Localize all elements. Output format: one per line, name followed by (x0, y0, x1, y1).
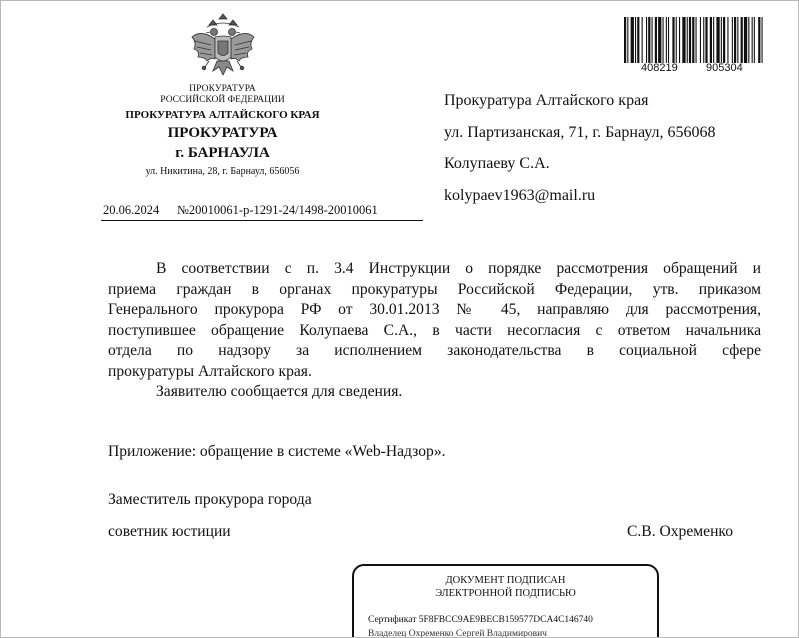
barcode-bar (676, 17, 677, 63)
addressee-address: ул. Партизанская, 71, г. Барнаул, 656068 (444, 124, 716, 141)
barcode-bar (637, 17, 639, 63)
barcode-bar (652, 17, 653, 63)
barcode-bar (734, 17, 736, 63)
addressee-email: kolypaev1963@mail.ru (444, 187, 596, 204)
addressee-person: Колупаеву С.А. (444, 155, 550, 172)
barcode-bar (631, 17, 634, 63)
header-line-altai-prosecution: ПРОКУРАТУРА АЛТАЙСКОГО КРАЯ (125, 109, 320, 121)
date-number-line (101, 202, 423, 221)
body-line-1: В соответствии с п. 3.4 Инструкции о порядке рассмотрения обращений и (156, 260, 761, 277)
barcode-bar (752, 17, 753, 63)
barcode-bar (666, 17, 667, 63)
barcode-bar (663, 17, 664, 63)
signer-rank: советник юстиции (108, 523, 231, 540)
signer-position: Заместитель прокурора города (108, 491, 312, 508)
barcode-bar (705, 17, 707, 63)
barcode-bar (696, 17, 697, 63)
coat-of-arms-emblem (189, 13, 257, 81)
barcode-bar (692, 17, 694, 63)
barcode-bar (658, 17, 661, 63)
header-address: ул. Никитина, 28, г. Барнаул, 656056 (145, 166, 300, 177)
header-line-prosecution-bold: ПРОКУРАТУРА (167, 125, 278, 141)
header-line-prosecution: ПРОКУРАТУРА (189, 84, 256, 94)
stamp-certificate: Сертификат 5F8FBCC9AE9BECB159577DCA4C146740 (368, 615, 593, 625)
barcode-bar (700, 17, 701, 63)
letter-body (108, 259, 761, 403)
barcode-bar (672, 17, 674, 63)
barcode-bar (635, 17, 636, 63)
barcode-bar (741, 17, 743, 63)
barcode-bar (646, 17, 647, 63)
barcode-bar (627, 17, 628, 63)
barcode-bar (682, 17, 685, 63)
document-date: 20.06.2024 (103, 203, 160, 217)
barcode-bar (723, 17, 725, 63)
barcode-bar (744, 17, 747, 63)
attachment-line: Приложение: обращение в системе «Web-Надзор». (108, 443, 446, 460)
barcode-bar (713, 17, 714, 63)
barcode-number-2: 905304 (706, 62, 743, 74)
barcode-number-1: 408219 (641, 62, 678, 74)
barcode-bar (689, 17, 691, 63)
barcode-bar (748, 17, 749, 63)
body-line-2: приема граждан в органах прокуратуры Российской Федерации, утв. приказом (108, 280, 761, 298)
barcode (624, 17, 764, 63)
barcode-bar (648, 17, 650, 63)
stamp-title-2: ЭЛЕКТРОННОЙ ПОДПИСЬЮ (435, 588, 576, 599)
barcode-bar (668, 17, 669, 63)
body-line-5: отдела по надзору за исполнением законодательства в социальной сфере (108, 342, 761, 359)
barcode-bar (716, 17, 719, 63)
barcode-bar (703, 17, 704, 63)
barcode-bar (655, 17, 657, 63)
barcode-bar (758, 17, 760, 63)
body-line-6: прокуратуры Алтайского края. (108, 362, 312, 380)
barcode-bar (687, 17, 688, 63)
header-line-russian-federation: РОССИЙСКОЙ ФЕДЕРАЦИИ (160, 95, 285, 105)
stamp-title-1: ДОКУМЕНТ ПОДПИСАН (445, 575, 566, 586)
header-line-barnaul: г. БАРНАУЛА (175, 145, 270, 161)
electronic-signature-stamp (352, 564, 659, 638)
body-line-4: поступившее обращение Колупаева С.А., в части несогласия с ответом начальника (108, 321, 761, 339)
body-line-3: Генерального прокурора РФ от 30.01.2013 № 45, направляю для рассмотрения, (108, 301, 761, 318)
barcode-bar (727, 17, 728, 63)
barcode-bar (642, 17, 643, 63)
barcode-bar (624, 17, 626, 63)
barcode-bar (721, 17, 722, 63)
barcode-bar (754, 17, 755, 63)
document-number: №20010061-р-1291-24/1498-20010061 (177, 203, 378, 217)
barcode-bar (710, 17, 712, 63)
barcode-bar (732, 17, 733, 63)
barcode-bar (679, 17, 680, 63)
addressee-organization: Прокуратура Алтайского края (444, 92, 649, 109)
barcode-bar (762, 17, 763, 63)
stamp-owner: Владелец Охременко Сергей Владимирович (368, 629, 547, 638)
body-line-7: Заявителю сообщается для сведения. (156, 383, 403, 400)
barcode-bar (737, 17, 738, 63)
signer-name: С.В. Охременко (627, 523, 733, 540)
